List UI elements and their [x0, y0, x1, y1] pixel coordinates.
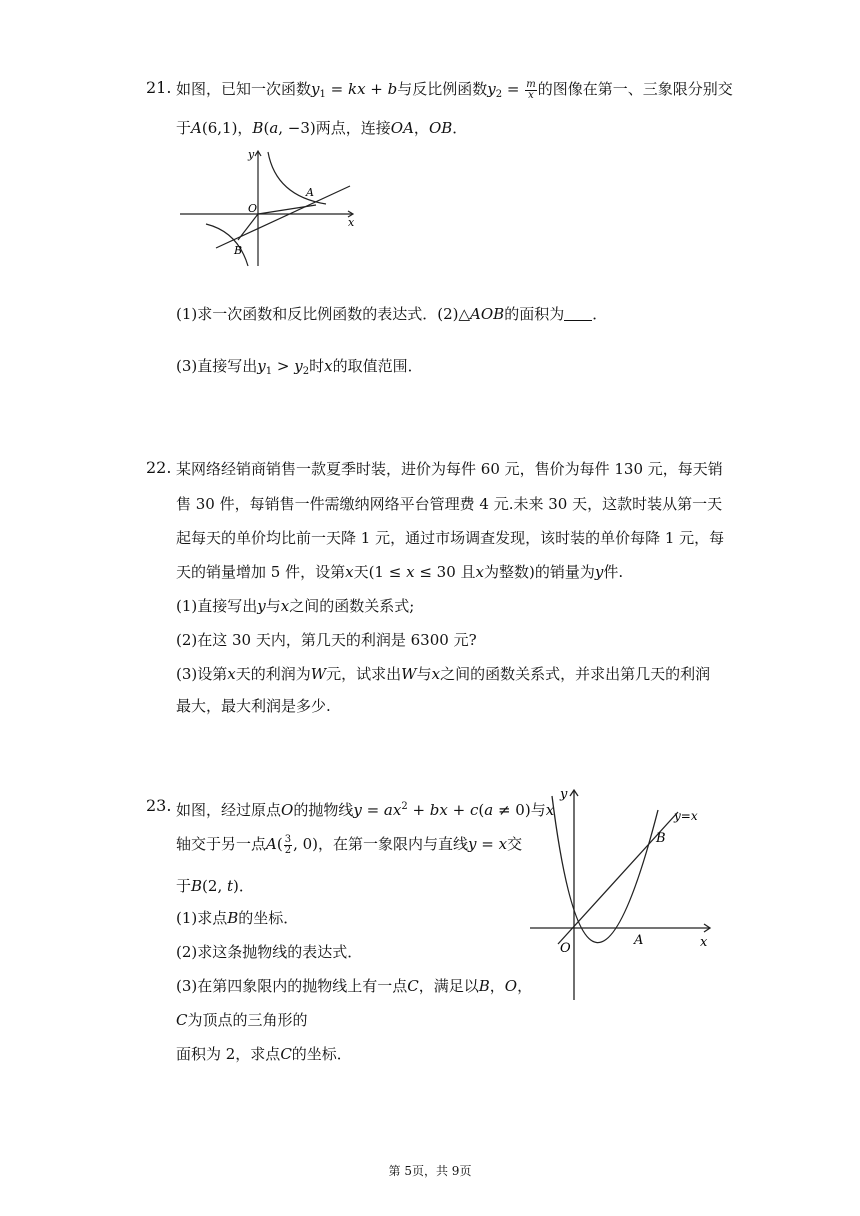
figure-23-label-line: y=x: [674, 809, 698, 823]
question-21-figure: [176, 148, 366, 270]
question-23-part-3-line-3: 面积为 2，求点C的坐标．: [176, 1045, 352, 1063]
question-22-line-3: 起每天的单价均比前一天降 1 元，通过市场调查发现，该时装的单价每降 1 元，每: [176, 529, 725, 547]
figure-23-label-o: O: [560, 941, 571, 956]
question-21-number: 21.: [146, 78, 172, 97]
question-22-number: 22.: [146, 458, 172, 477]
figure-21-label-x: x: [348, 216, 355, 229]
figure-21-label-y: y: [248, 148, 255, 161]
segment-oa: [258, 205, 316, 214]
figure-23-label-y: y: [560, 787, 568, 802]
question-22-line-2: 售 30 件，每销售一件需缴纳网络平台管理费 4 元.未来 30 天，这款时装从第一天: [176, 495, 723, 513]
figure-21-label-a: A: [306, 186, 314, 199]
question-23-part-3-line-2: C为顶点的三角形的: [176, 1011, 308, 1029]
page-footer: 第 5页，共 9页: [388, 1164, 472, 1178]
figure-23-label-b: B: [656, 831, 666, 846]
question-23-line-2: 轴交于另一点A( $\frac{3}{2}$ , 0)，在第一象限内与直线y = x交: [176, 833, 523, 856]
question-21-line-2: 于A(6,1)，B(a, −3)两点，连接OA，OB．: [176, 119, 468, 137]
question-23-line-1: 如图，经过原点O的抛物线$y = ax^2$ + bx + c(a ≠ 0)与x: [176, 801, 555, 819]
question-23-part-3: (3)在第四象限内的抛物线上有一点C，满足以B，O，: [176, 977, 533, 995]
figure-23-label-a: A: [634, 933, 644, 948]
question-23-part-1: (1)求点B的坐标．: [176, 909, 299, 927]
question-21-part-1-2: (1)求一次函数和反比例函数的表达式．(2)△AOB的面积为 ．: [176, 305, 608, 323]
question-21-part-3: (3)直接写出$y_1 > y_2$时x的取值范围．: [176, 357, 423, 377]
figure-21-label-b: B: [234, 244, 243, 257]
hyperbola-branch-1: [268, 152, 326, 204]
question-22-part-1: (1)直接写出y与x之间的函数关系式;: [176, 597, 415, 615]
question-21-line-1: 如图，已知一次函数$y_1$ = kx + b与反比例函数$y_2$ = $\frac{m}{x}$ 的图像在第一、三象限分别交: [176, 78, 733, 101]
segment-ob: [238, 214, 258, 240]
question-22-part-3: (3)设第x天的利润为W元，试求出W与x之间的函数关系式，并求出第几天的利润: [176, 665, 711, 683]
question-23-number: 23.: [146, 796, 172, 815]
question-22-part-2: (2)在这 30 天内，第几天的利润是 6300 元?: [176, 631, 477, 649]
figure-21-label-o: O: [248, 202, 258, 215]
linear-function-line: [216, 186, 350, 248]
parabola: [552, 796, 658, 943]
figure-23-label-x: x: [700, 935, 708, 950]
question-23-figure: [528, 782, 718, 1004]
question-22-part-3-line-2: 最大，最大利润是多少.: [176, 697, 331, 715]
question-23-part-2: (2)求这条抛物线的表达式．: [176, 943, 363, 961]
question-22-line-4: 天的销量增加 5 件，设第x天(1 ≤ x ≤ 30 且x为整数)的销量为y件.: [176, 563, 624, 581]
question-23-line-3: 于B(2, t)．: [176, 877, 254, 895]
question-22-line-1: 某网络经销商销售一款夏季时装，进价为每件 60 元，售价为每件 130 元，每天销: [176, 460, 723, 478]
